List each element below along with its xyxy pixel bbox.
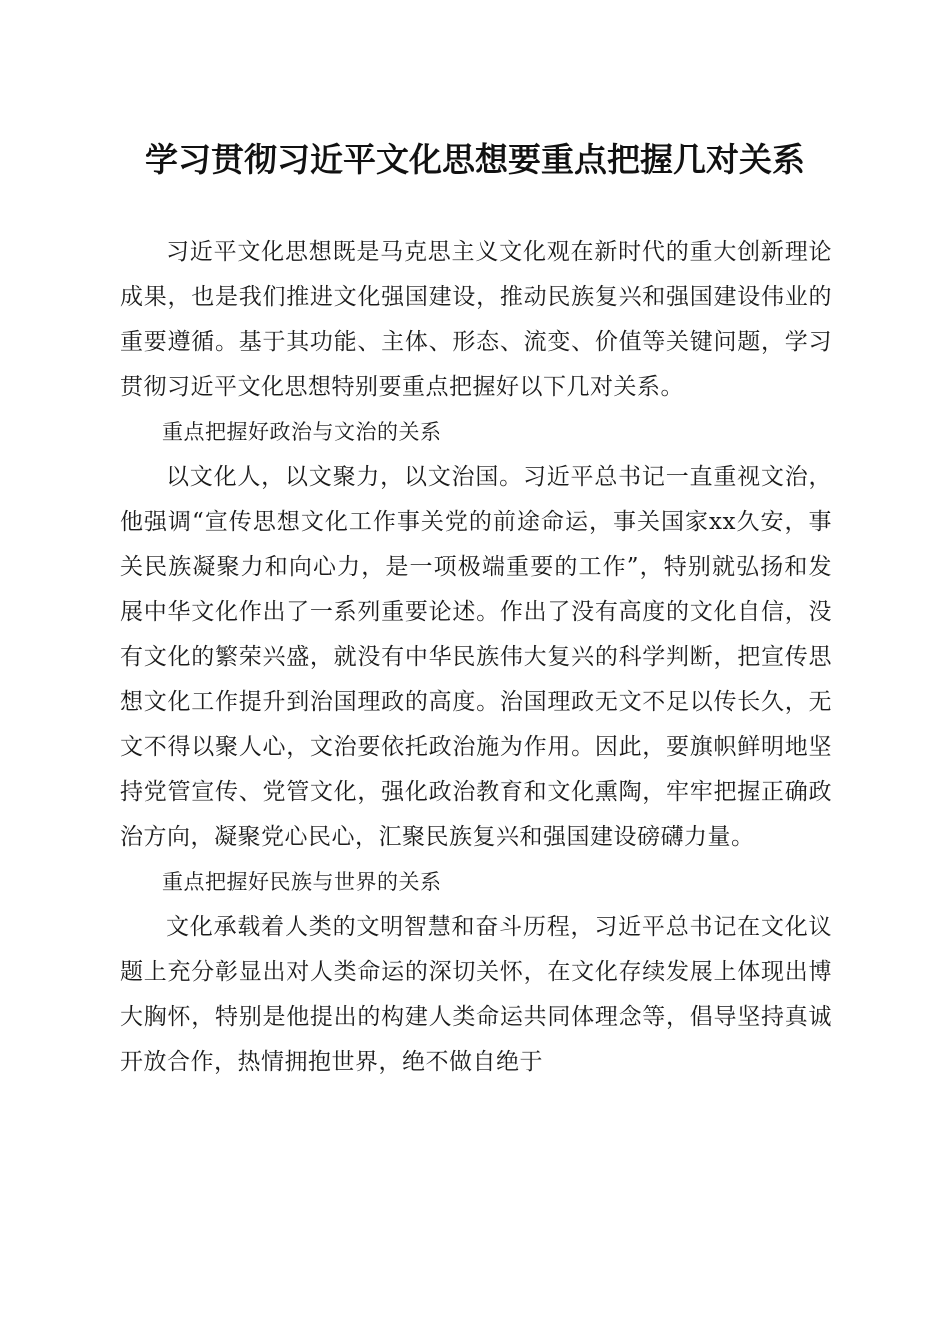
section-paragraph-politics-culture: 以文化人，以文聚力，以文治国。习近平总书记一直重视文治，他强调“宣传思想文化工作事关党的前途命运，事关国家xx久安，事关民族凝聚力和向心力，是一项极端重要的工作”，特别就弘扬和发展中华文化作出了一系列重要论述。作出了没有高度的文化自信，没有文化的繁荣兴盛，就没有中华民族伟大复兴的科学判断，把宣传思想文化工作提升到治国理政的高度。治国理政无文不足以传长久，无文不得以聚人心，文治要依托政治施为作用。因此，要旗帜鲜明地坚持党管宣传、党管文化，强化政治教育和文化熏陶，牢牢把握正确政治方向，凝聚党心民心，汇聚民族复兴和强国建设磅礴力量。 [120,464,832,850]
document-title: 学习贯彻习近平文化思想要重点把握几对关系 [145,140,805,179]
document-body [120,230,832,1085]
section-heading-politics-culture: 重点把握好政治与文治的关系 [162,420,442,444]
section-heading-nation-world: 重点把握好民族与世界的关系 [162,870,442,894]
section-paragraph-nation-world: 文化承载着人类的文明智慧和奋斗历程，习近平总书记在文化议题上充分彰显出对人类命运的深切关怀，在文化存续发展上体现出博大胸怀，特别是他提出的构建人类命运共同体理念等，倡导坚持真诚开放合作，热情拥抱世界，绝不做自绝于 [120,914,832,1075]
intro-paragraph: 习近平文化思想既是马克思主义文化观在新时代的重大创新理论成果，也是我们推进文化强国建设，推动民族复兴和强国建设伟业的重要遵循。基于其功能、主体、形态、流变、价值等关键问题，学习贯彻习近平文化思想特别要重点把握好以下几对关系。 [120,239,832,400]
